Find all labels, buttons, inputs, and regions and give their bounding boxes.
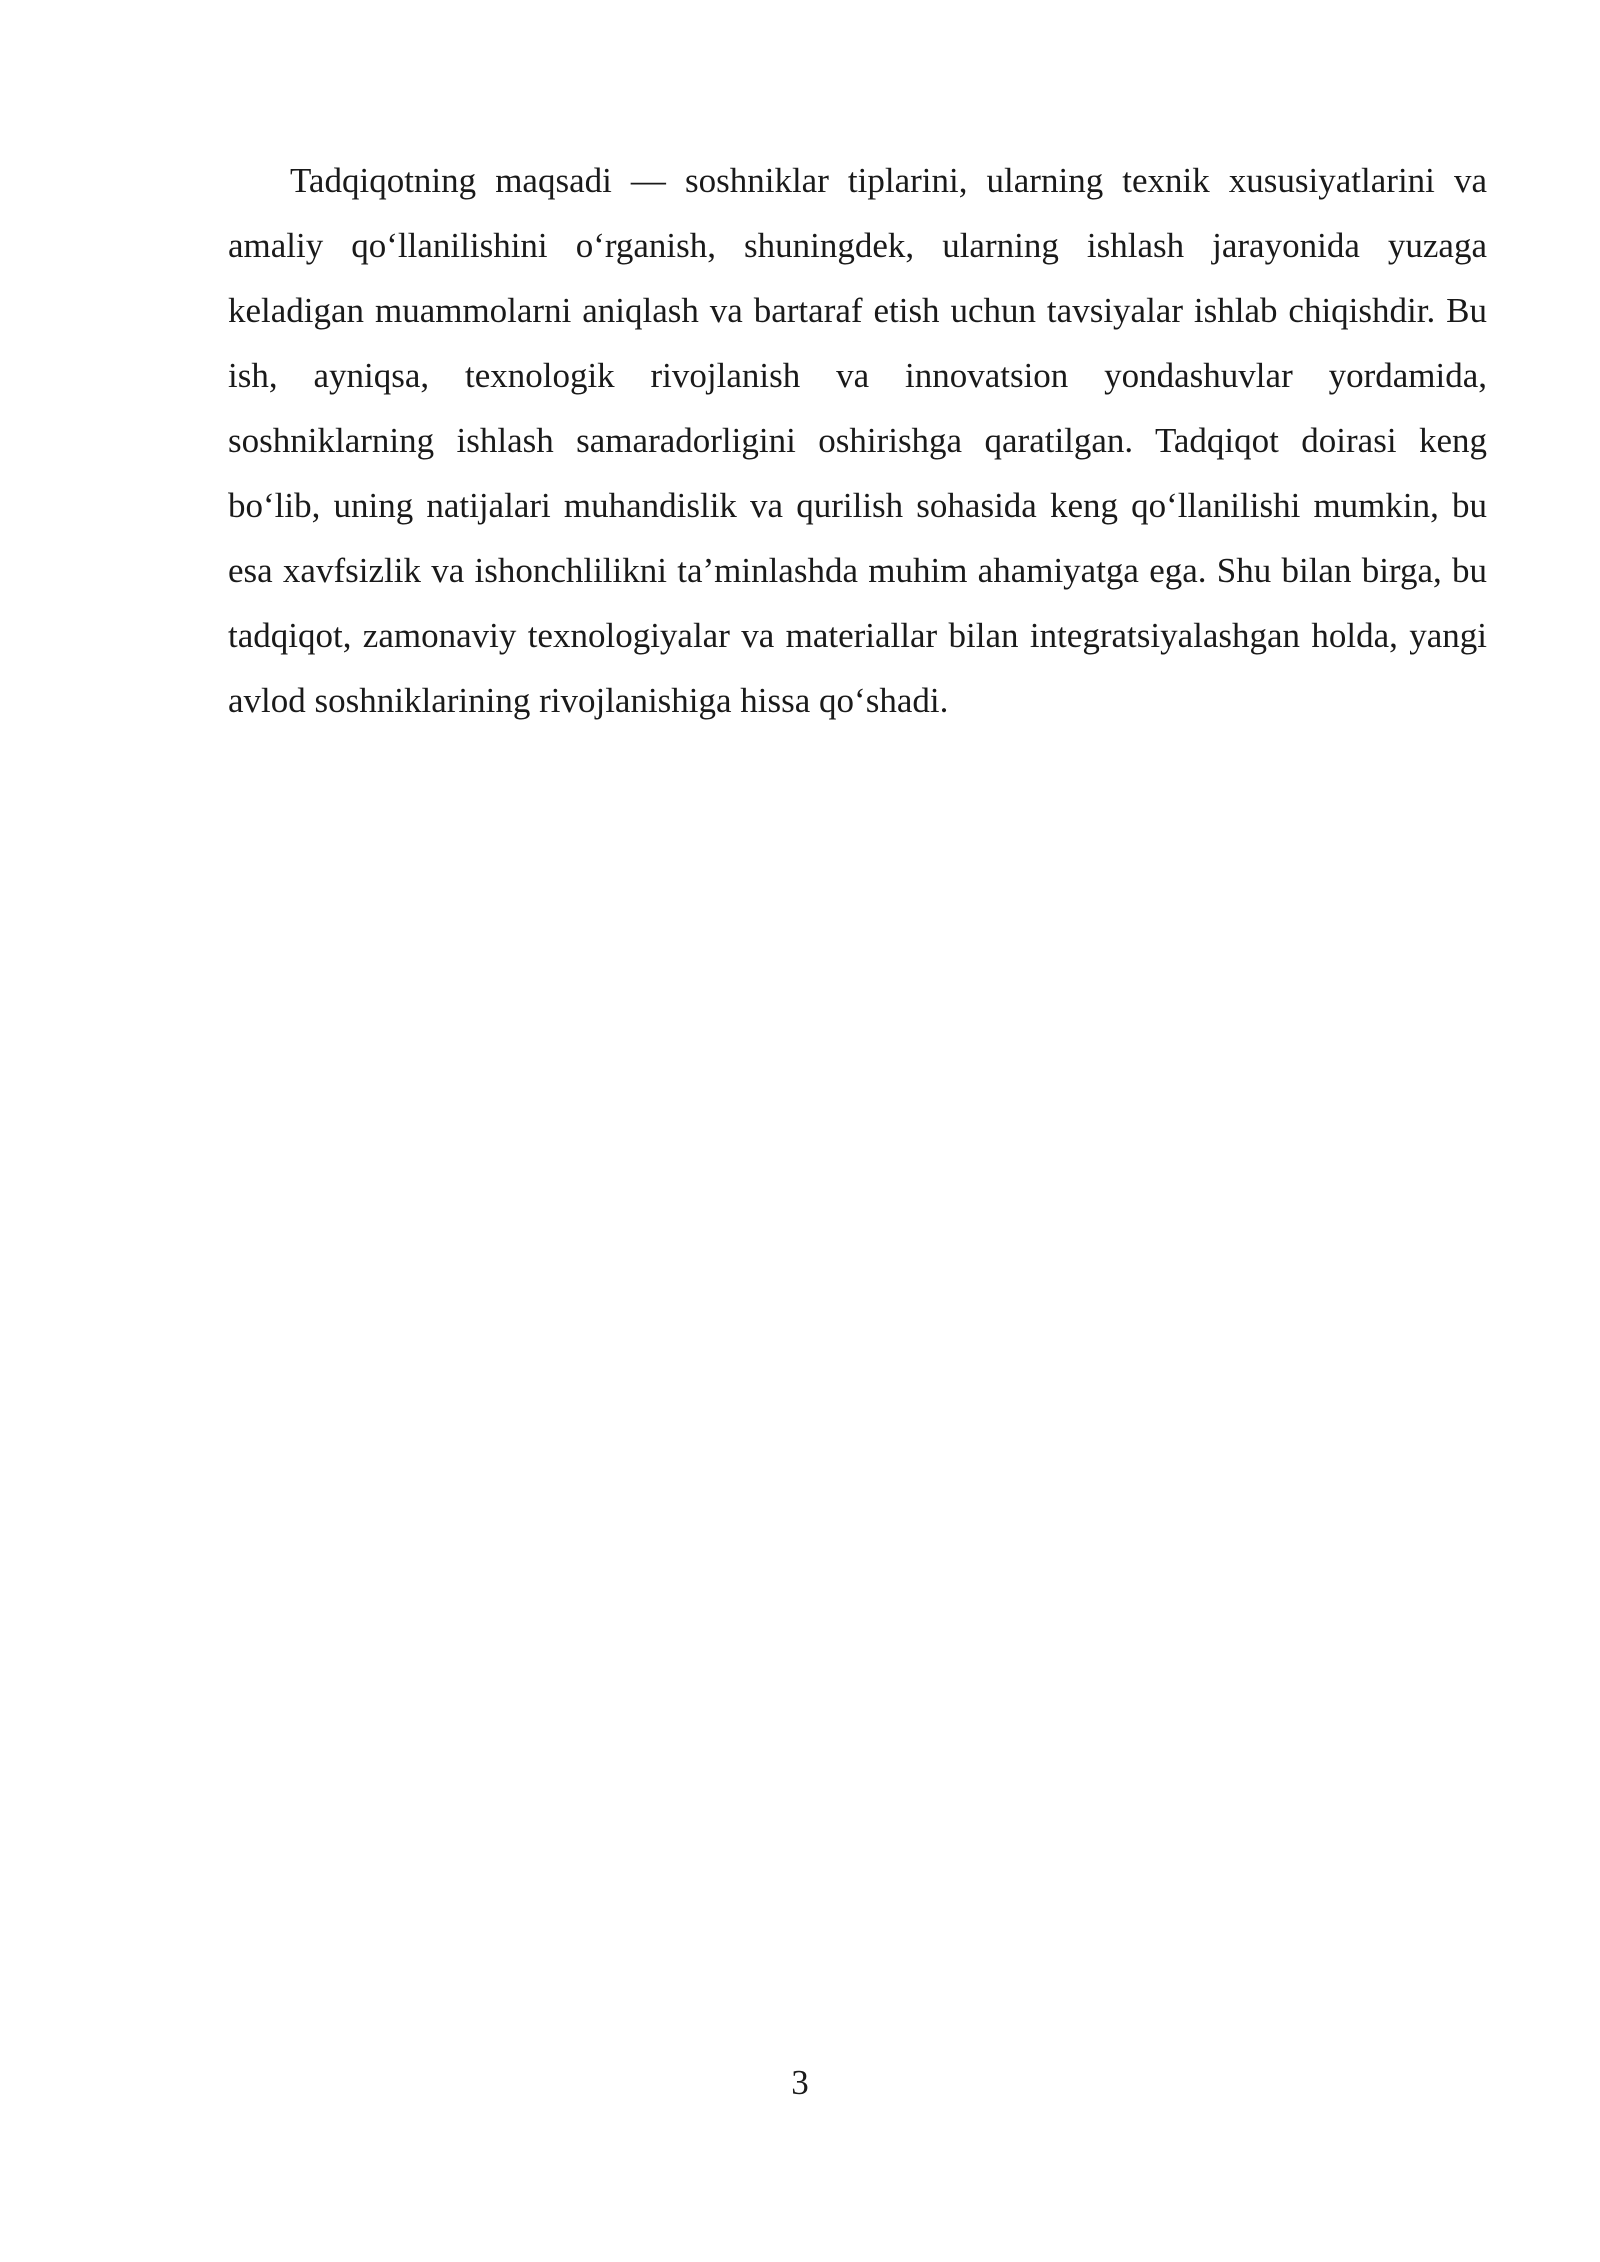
body-paragraph: Tadqiqotning maqsadi — soshniklar tiplarini, ularning texnik xususiyatlarini va amaliy qo‘llanilishini o‘rganish, shuningdek, ularning ishlash jarayonida yuzaga keladigan muammolarni aniqlash va bartaraf etish uchun tavsiyalar ishlab chiqishdir. Bu ish, ayniqsa, texnologik rivojlanish va innovatsion yondashuvlar yordamida, soshniklarning ishlash samaradorligini oshirishga qaratilgan. Tadqiqot doirasi keng bo‘lib, uning natijalari muhandislik va qurilish sohasida keng qo‘llanilishi mumkin, bu esa xavfsizlik va ishonchlilikni ta’minlashda muhim ahamiyatga ega. Shu bilan birga, bu tadqiqot, zamonaviy texnologiyalar va materiallar bilan integratsiyalashgan holda, yangi avlod soshniklarining rivojlanishiga hissa qo‘shadi. — [228, 161, 1487, 720]
page-number: 3 — [791, 2063, 809, 2102]
page-content — [228, 148, 1487, 733]
